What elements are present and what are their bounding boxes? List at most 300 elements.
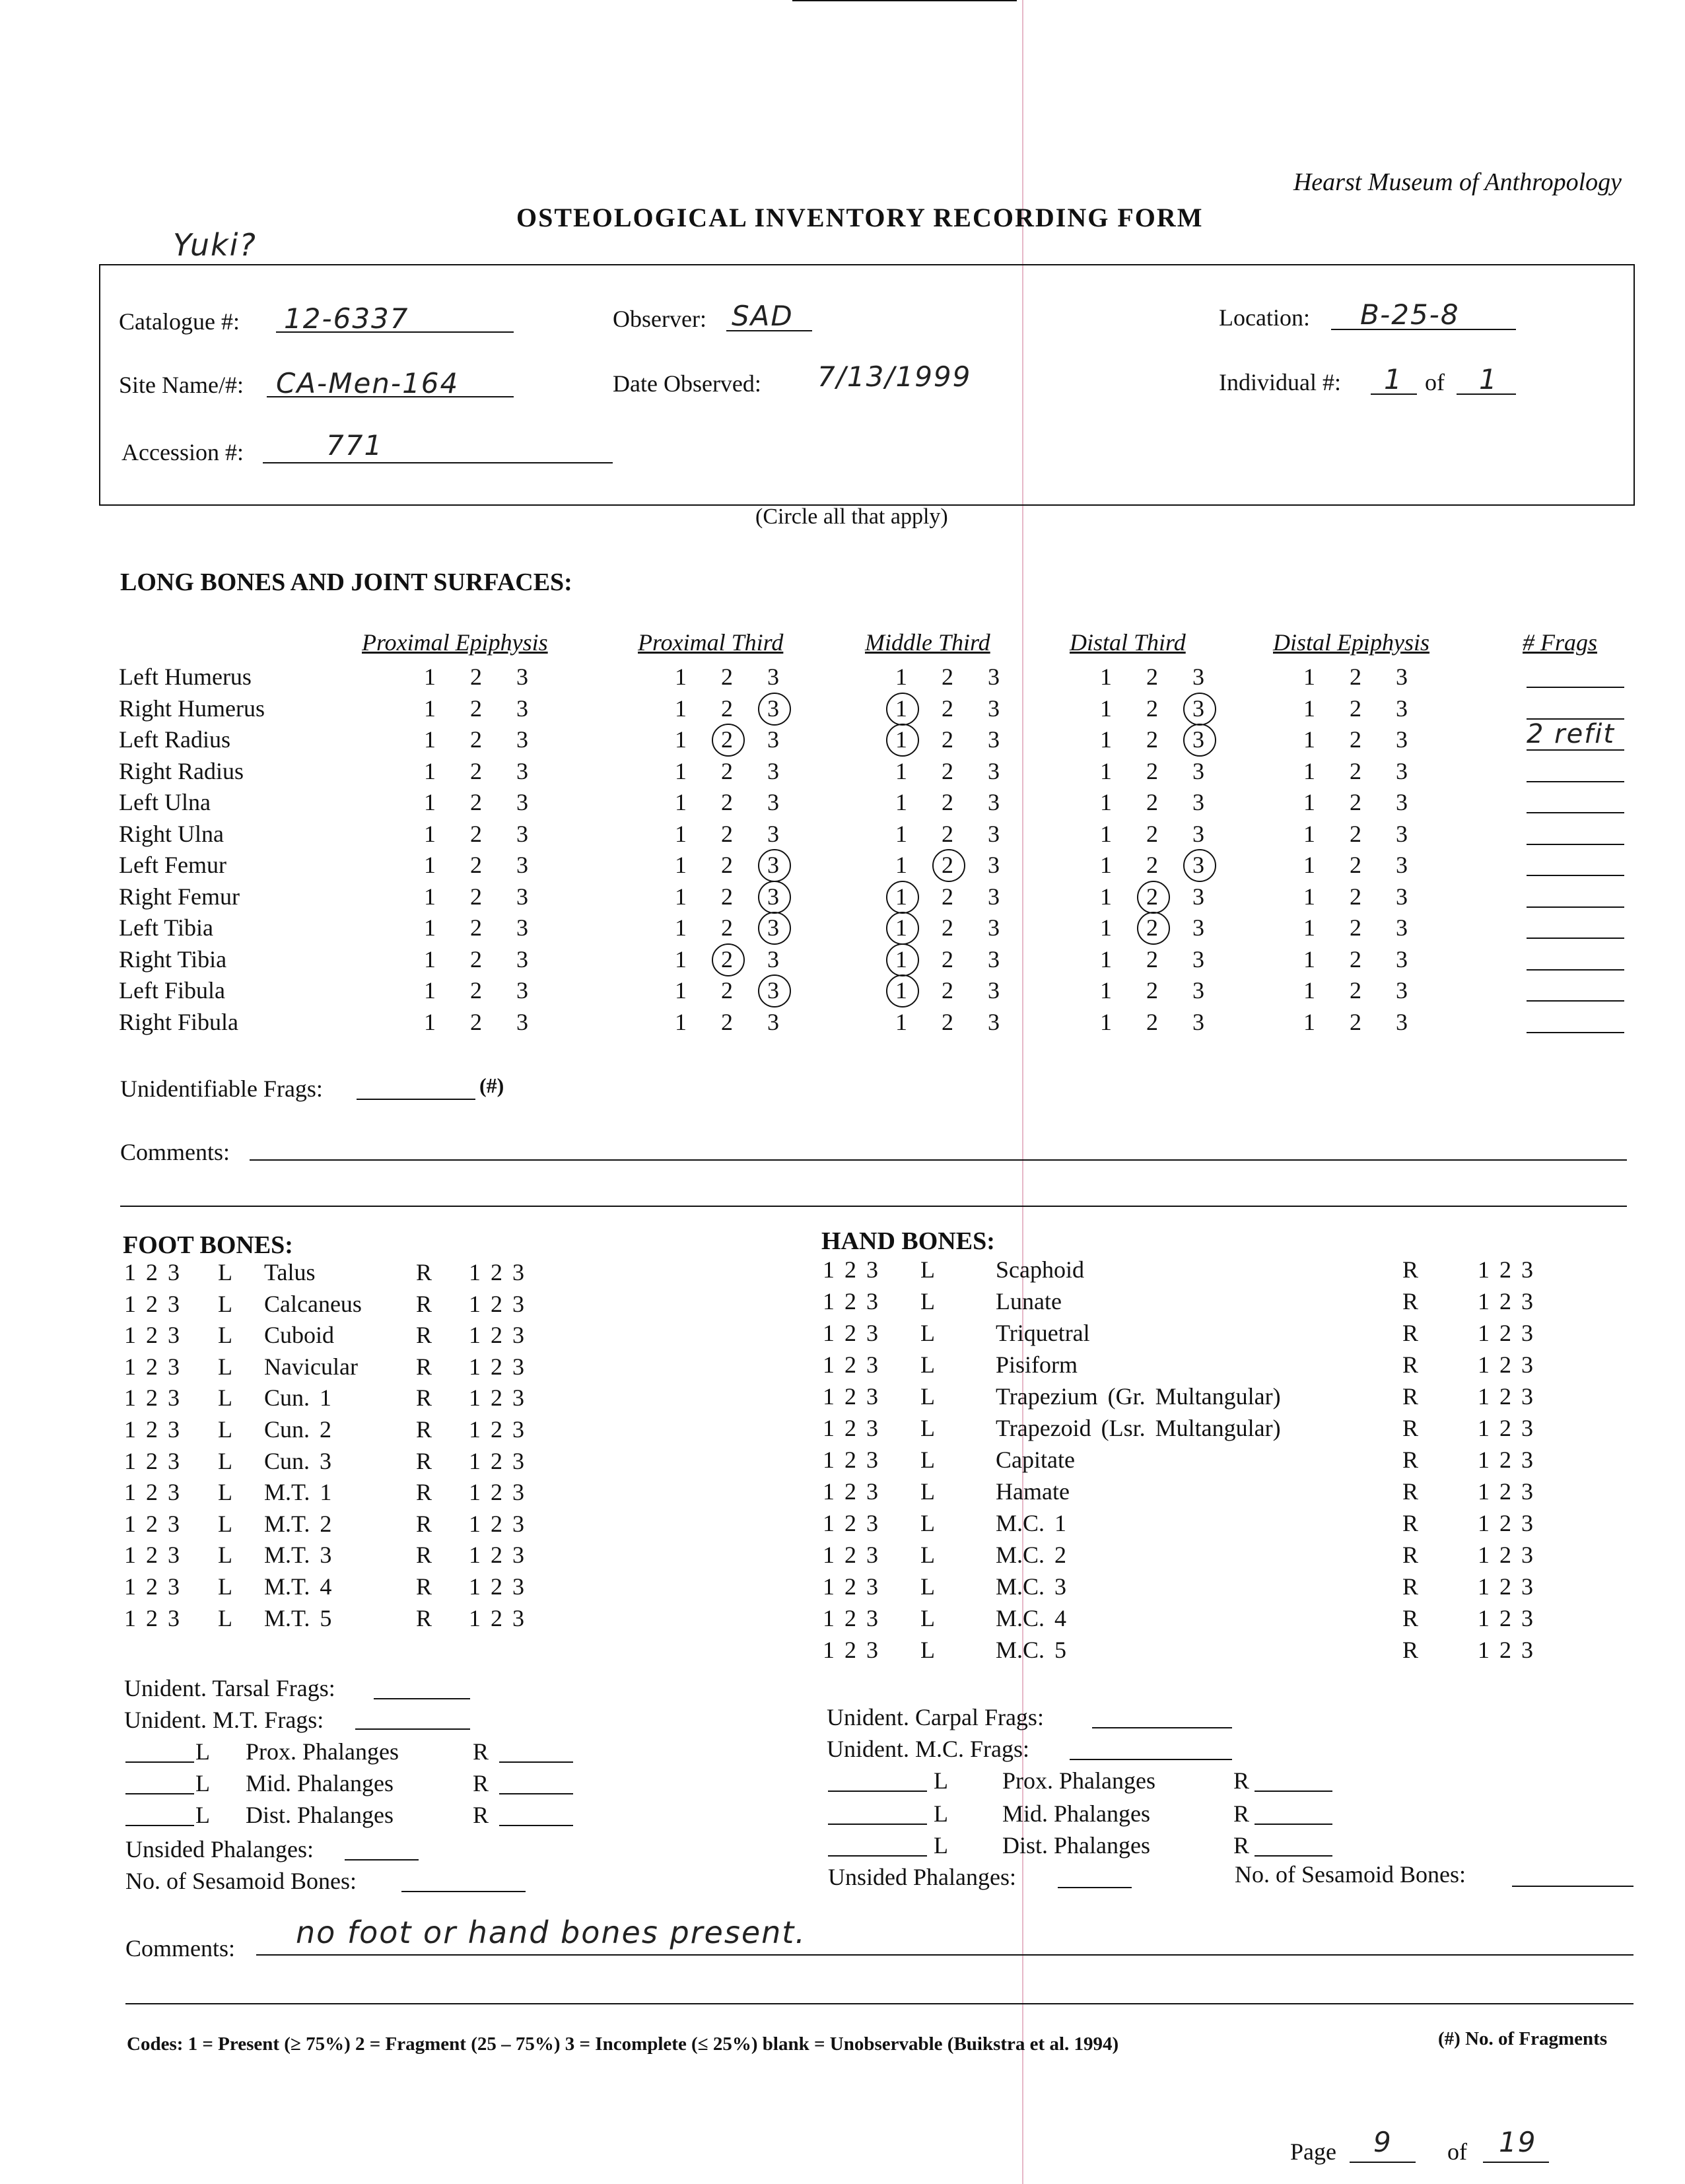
hand-unident-carpal-field[interactable]	[1092, 1727, 1232, 1728]
code-option[interactable]: 1	[424, 789, 436, 815]
accession-field[interactable]	[263, 462, 613, 463]
code-option[interactable]: 1	[675, 757, 687, 784]
code-option[interactable]: 1	[1303, 945, 1315, 973]
code-option[interactable]: 3	[988, 977, 1000, 1004]
code-option[interactable]: 3	[988, 664, 1000, 690]
code-option[interactable]: 1	[878, 914, 924, 941]
code-option[interactable]: 2	[470, 664, 482, 690]
code-option[interactable]: 1	[1303, 726, 1315, 753]
hand-right-codes[interactable]: 1 2 3	[1478, 1256, 1533, 1283]
hand-right-codes[interactable]: 1 2 3	[1478, 1320, 1533, 1346]
code-option[interactable]: 1	[895, 789, 907, 815]
hand-left-codes[interactable]: 1 2 3	[823, 1383, 878, 1410]
code-option[interactable]: 2	[1350, 726, 1361, 753]
code-option[interactable]: 2	[942, 977, 953, 1004]
foot-left-codes[interactable]: 1 2 3	[124, 1542, 180, 1569]
frags-field[interactable]	[1527, 969, 1624, 971]
code-group	[1083, 788, 1221, 816]
hand-sesamoid-field[interactable]	[1512, 1886, 1633, 1887]
code-option[interactable]: 2	[942, 820, 953, 847]
individual-of-label: of	[1425, 369, 1445, 395]
code-option[interactable]: 1	[1303, 1008, 1315, 1035]
code-option[interactable]: 2	[1146, 757, 1158, 784]
foot-right-codes[interactable]: 1 2 3	[469, 1542, 524, 1569]
code-option[interactable]: 3	[750, 914, 796, 941]
code-option[interactable]: 1	[1303, 914, 1315, 941]
code-option[interactable]: 2	[470, 852, 482, 878]
code-option[interactable]: 1	[675, 1008, 687, 1035]
code-option[interactable]: 1	[895, 852, 907, 878]
hand-dist-left-field[interactable]	[828, 1855, 927, 1857]
code-option[interactable]: 3	[1396, 695, 1408, 722]
code-option[interactable]: 1	[895, 664, 907, 690]
foot-left-label: L	[218, 1479, 232, 1506]
code-option[interactable]: 2	[942, 695, 953, 722]
code-option[interactable]: 2	[721, 883, 733, 910]
foot-left-codes[interactable]: 1 2 3	[124, 1290, 180, 1317]
code-option[interactable]: 1	[675, 789, 687, 815]
code-group	[1083, 1008, 1221, 1036]
code-option[interactable]: 2	[1350, 757, 1361, 784]
code-option[interactable]: 3	[1192, 664, 1204, 690]
code-option[interactable]: 1	[1100, 1008, 1112, 1035]
frags-field[interactable]	[1527, 1032, 1624, 1033]
page-value: 9	[1373, 2126, 1393, 2158]
code-option[interactable]: 1	[675, 726, 687, 753]
frags-field[interactable]	[1527, 781, 1624, 782]
foot-left-label: L	[218, 1447, 232, 1474]
code-option[interactable]: 3	[1192, 883, 1204, 910]
code-option[interactable]: 1	[1100, 977, 1112, 1004]
code-option[interactable]: 1	[895, 1008, 907, 1035]
code-option[interactable]: 2	[470, 977, 482, 1004]
code-option[interactable]: 2	[1146, 1008, 1158, 1035]
code-option[interactable]: 2	[1350, 914, 1361, 941]
bottom-comments-field[interactable]	[256, 1954, 1633, 1956]
foot-left-codes[interactable]: 1 2 3	[124, 1353, 180, 1380]
code-option[interactable]: 3	[1396, 820, 1408, 847]
code-option[interactable]: 1	[1303, 977, 1315, 1004]
hand-right-codes[interactable]: 1 2 3	[1478, 1288, 1533, 1314]
code-group	[407, 820, 545, 848]
code-option[interactable]: 3	[516, 820, 528, 847]
code-option[interactable]: 3	[1192, 757, 1204, 784]
foot-left-codes[interactable]: 1 2 3	[124, 1573, 180, 1600]
code-group	[407, 757, 545, 785]
foot-right-codes[interactable]: 1 2 3	[469, 1322, 524, 1349]
code-option[interactable]: 2	[1350, 789, 1361, 815]
code-option[interactable]: 3	[988, 757, 1000, 784]
code-option[interactable]: 1	[895, 820, 907, 847]
code-option[interactable]: 1	[424, 1008, 436, 1035]
hand-left-codes[interactable]: 1 2 3	[823, 1637, 878, 1663]
hand-right-codes[interactable]: 1 2 3	[1478, 1542, 1533, 1568]
code-option[interactable]: 2	[942, 726, 953, 753]
code-option[interactable]: 3	[750, 883, 796, 910]
foot-bone-name: Cun. 2	[264, 1416, 332, 1443]
hand-bone-name: Pisiform	[996, 1351, 1078, 1378]
code-option[interactable]: 1	[675, 852, 687, 878]
hand-right-codes[interactable]: 1 2 3	[1478, 1510, 1533, 1536]
code-option[interactable]: 2	[721, 852, 733, 878]
code-option[interactable]: 1	[1100, 820, 1112, 847]
code-option[interactable]: 1	[878, 945, 924, 973]
code-option[interactable]: 2	[942, 883, 953, 910]
code-option[interactable]: 3	[988, 1008, 1000, 1035]
code-option[interactable]: 2	[1146, 789, 1158, 815]
code-option[interactable]: 3	[988, 852, 1000, 878]
code-option[interactable]: 1	[1100, 789, 1112, 815]
foot-right-codes[interactable]: 1 2 3	[469, 1479, 524, 1506]
foot-left-codes[interactable]: 1 2 3	[124, 1604, 180, 1631]
code-option[interactable]: 3	[1396, 977, 1408, 1004]
frags-field[interactable]	[1527, 749, 1624, 751]
code-option[interactable]: 2	[924, 851, 971, 879]
foot-right-codes[interactable]: 1 2 3	[469, 1259, 524, 1285]
foot-dist-right-field[interactable]	[499, 1825, 573, 1826]
code-group	[878, 851, 1017, 879]
code-option[interactable]: 3	[516, 695, 528, 722]
code-option[interactable]: 2	[1350, 977, 1361, 1004]
code-option[interactable]: 3	[1175, 695, 1221, 722]
code-option[interactable]: 2	[1129, 883, 1175, 910]
frags-field[interactable]	[1527, 1000, 1624, 1002]
code-option[interactable]: 2	[470, 820, 482, 847]
code-option[interactable]: 2	[1350, 1008, 1361, 1035]
code-option[interactable]: 2	[1146, 726, 1158, 753]
foot-unident-tarsal-field[interactable]	[374, 1698, 470, 1699]
code-option[interactable]: 1	[1303, 695, 1315, 722]
page-of-field[interactable]	[1483, 2162, 1549, 2163]
long-comments-field[interactable]	[250, 1159, 1627, 1161]
code-option[interactable]: 3	[516, 914, 528, 941]
hand-right-codes[interactable]: 1 2 3	[1478, 1605, 1533, 1631]
code-option[interactable]: 2	[721, 1008, 733, 1035]
hand-left-codes[interactable]: 1 2 3	[823, 1447, 878, 1473]
frags-field[interactable]	[1527, 875, 1624, 876]
col-proximal-third: Proximal Third	[638, 629, 784, 656]
code-option[interactable]: 2	[942, 664, 953, 690]
hand-prox-left-field[interactable]	[828, 1791, 927, 1792]
foot-right-codes[interactable]: 1 2 3	[469, 1384, 524, 1412]
code-option[interactable]: 1	[1303, 852, 1315, 878]
code-option[interactable]: 3	[1396, 914, 1408, 941]
code-option[interactable]: 2	[1350, 852, 1361, 878]
code-option[interactable]: 1	[1100, 757, 1112, 784]
code-option[interactable]: 3	[1396, 945, 1408, 973]
code-option[interactable]: 2	[1146, 945, 1158, 973]
code-option[interactable]: 3	[1396, 726, 1408, 753]
code-option[interactable]: 2	[470, 914, 482, 941]
code-option[interactable]: 1	[424, 945, 436, 973]
code-option[interactable]: 2	[942, 1008, 953, 1035]
code-option[interactable]: 3	[1396, 664, 1408, 690]
foot-right-codes[interactable]: 1 2 3	[469, 1510, 524, 1537]
long-bone-name: Right Fibula	[119, 1008, 239, 1035]
code-option[interactable]: 2	[704, 945, 750, 973]
hand-unident-mc-field[interactable]	[1070, 1759, 1232, 1760]
code-option[interactable]: 1	[1100, 726, 1112, 753]
code-option[interactable]: 1	[1303, 664, 1315, 690]
unident-frags-field[interactable]	[357, 1099, 475, 1100]
hand-left-codes[interactable]: 1 2 3	[823, 1573, 878, 1600]
code-option[interactable]: 2	[704, 726, 750, 753]
foot-left-codes[interactable]: 1 2 3	[124, 1510, 180, 1537]
hand-left-codes[interactable]: 1 2 3	[823, 1415, 878, 1441]
code-option[interactable]: 1	[424, 883, 436, 910]
code-option[interactable]: 3	[767, 820, 779, 847]
code-option[interactable]: 2	[1350, 664, 1361, 690]
hand-right-codes[interactable]: 1 2 3	[1478, 1351, 1533, 1378]
hand-right-codes[interactable]: 1 2 3	[1478, 1415, 1533, 1441]
code-option[interactable]: 2	[470, 757, 482, 784]
code-option[interactable]: 1	[424, 695, 436, 722]
code-option[interactable]: 2	[721, 977, 733, 1004]
code-option[interactable]: 3	[516, 726, 528, 753]
code-option[interactable]: 3	[767, 757, 779, 784]
code-option[interactable]: 3	[516, 977, 528, 1004]
code-option[interactable]: 1	[1303, 883, 1315, 910]
code-option[interactable]: 3	[750, 976, 796, 1004]
hand-left-codes[interactable]: 1 2 3	[823, 1510, 878, 1536]
foot-mid-left-field[interactable]	[125, 1793, 194, 1794]
code-option[interactable]: 3	[1192, 1008, 1204, 1035]
foot-left-codes[interactable]: 1 2 3	[124, 1447, 180, 1474]
code-option[interactable]: 2	[470, 1008, 482, 1035]
hand-left-codes[interactable]: 1 2 3	[823, 1351, 878, 1378]
code-option[interactable]: 1	[878, 726, 924, 753]
code-option[interactable]: 2	[1350, 883, 1361, 910]
code-option[interactable]: 2	[1146, 664, 1158, 690]
frags-field[interactable]	[1527, 938, 1624, 939]
code-option[interactable]: 1	[1100, 945, 1112, 973]
code-option[interactable]: 1	[675, 664, 687, 690]
hand-left-codes[interactable]: 1 2 3	[823, 1320, 878, 1346]
code-option[interactable]: 3	[1192, 789, 1204, 815]
code-option[interactable]: 3	[988, 726, 1000, 753]
foot-unsided-field[interactable]	[345, 1859, 419, 1860]
code-option[interactable]: 1	[878, 695, 924, 722]
code-option[interactable]: 3	[988, 945, 1000, 973]
code-option[interactable]: 2	[1146, 977, 1158, 1004]
date-field[interactable]	[792, 0, 1017, 1]
code-option[interactable]: 2	[1350, 945, 1361, 973]
hand-right-codes[interactable]: 1 2 3	[1478, 1478, 1533, 1505]
hand-left-codes[interactable]: 1 2 3	[823, 1605, 878, 1631]
foot-right-codes[interactable]: 1 2 3	[469, 1353, 524, 1380]
code-option[interactable]: 3	[750, 851, 796, 879]
code-option[interactable]: 2	[470, 789, 482, 815]
code-option[interactable]: 1	[424, 820, 436, 847]
code-option[interactable]: 1	[1303, 820, 1315, 847]
foot-left-codes[interactable]: 1 2 3	[124, 1259, 180, 1285]
code-option[interactable]: 3	[1396, 852, 1408, 878]
code-group	[658, 1008, 796, 1036]
code-option[interactable]: 1	[675, 977, 687, 1004]
hand-prox-right-label: R	[1233, 1767, 1250, 1794]
individual-label: Individual #:	[1219, 369, 1341, 395]
hand-mid-left-label: L	[934, 1800, 948, 1827]
hand-left-codes[interactable]: 1 2 3	[823, 1288, 878, 1314]
code-option[interactable]: 3	[516, 945, 528, 973]
code-option[interactable]: 2	[1146, 852, 1158, 878]
code-option[interactable]: 3	[988, 883, 1000, 910]
code-option[interactable]: 2	[721, 664, 733, 690]
hand-unsided-field[interactable]	[1058, 1887, 1132, 1888]
hand-mid-right-field[interactable]	[1255, 1824, 1332, 1825]
code-group	[1083, 945, 1221, 973]
code-option[interactable]: 1	[1303, 789, 1315, 815]
code-option[interactable]: 1	[1100, 695, 1112, 722]
hand-right-label: R	[1402, 1383, 1419, 1410]
code-option[interactable]: 2	[721, 695, 733, 722]
code-option[interactable]: 1	[424, 664, 436, 690]
page-field[interactable]	[1350, 2162, 1416, 2163]
code-option[interactable]: 3	[1192, 914, 1204, 941]
code-option[interactable]: 1	[1100, 883, 1112, 910]
code-option[interactable]: 3	[750, 695, 796, 722]
code-option[interactable]: 2	[1146, 695, 1158, 722]
code-option[interactable]: 2	[942, 914, 953, 941]
hand-right-codes[interactable]: 1 2 3	[1478, 1383, 1533, 1410]
foot-prox-left-field[interactable]	[125, 1761, 194, 1763]
code-option[interactable]: 1	[1100, 914, 1112, 941]
hand-dist-right-field[interactable]	[1255, 1855, 1332, 1857]
code-option[interactable]: 3	[988, 820, 1000, 847]
code-option[interactable]: 3	[516, 789, 528, 815]
code-group	[1083, 695, 1221, 722]
long-bone-name: Left Fibula	[119, 977, 225, 1004]
code-option[interactable]: 3	[516, 664, 528, 690]
catalogue-label: Catalogue #:	[119, 308, 240, 335]
foot-right-codes[interactable]: 1 2 3	[469, 1447, 524, 1474]
code-option[interactable]: 1	[878, 976, 924, 1004]
foot-left-codes[interactable]: 1 2 3	[124, 1384, 180, 1412]
long-comments-field-2[interactable]	[120, 1206, 1627, 1207]
code-option[interactable]: 1	[878, 883, 924, 910]
foot-right-codes[interactable]: 1 2 3	[469, 1604, 524, 1631]
code-option[interactable]: 2	[942, 757, 953, 784]
code-option[interactable]: 1	[895, 757, 907, 784]
code-option[interactable]: 3	[1396, 883, 1408, 910]
code-option[interactable]: 1	[1303, 757, 1315, 784]
foot-sesamoid-field[interactable]	[401, 1891, 526, 1892]
hand-prox-right-field[interactable]	[1255, 1791, 1332, 1792]
code-option[interactable]: 1	[1100, 852, 1112, 878]
hand-right-codes[interactable]: 1 2 3	[1478, 1447, 1533, 1473]
foot-mid-right-field[interactable]	[499, 1793, 573, 1794]
code-group	[658, 663, 796, 691]
hand-mid-left-field[interactable]	[828, 1824, 927, 1825]
code-option[interactable]: 2	[721, 757, 733, 784]
code-option[interactable]: 3	[988, 695, 1000, 722]
hand-left-codes[interactable]: 1 2 3	[823, 1478, 878, 1505]
code-option[interactable]: 3	[516, 757, 528, 784]
code-option[interactable]: 2	[1350, 820, 1361, 847]
code-option[interactable]: 1	[1100, 664, 1112, 690]
frags-field[interactable]	[1527, 906, 1624, 908]
foot-dist-left-field[interactable]	[125, 1825, 194, 1826]
code-option[interactable]: 2	[470, 726, 482, 753]
code-option[interactable]: 1	[675, 914, 687, 941]
code-option[interactable]: 3	[1175, 726, 1221, 753]
code-option[interactable]: 3	[767, 789, 779, 815]
foot-right-label: R	[416, 1353, 432, 1380]
code-option[interactable]: 1	[424, 757, 436, 784]
foot-right-codes[interactable]: 1 2 3	[469, 1416, 524, 1443]
code-option[interactable]: 3	[988, 789, 1000, 815]
hand-right-codes[interactable]: 1 2 3	[1478, 1573, 1533, 1600]
code-option[interactable]: 1	[675, 695, 687, 722]
code-option[interactable]: 2	[1129, 914, 1175, 941]
hand-left-label: L	[920, 1415, 935, 1441]
code-option[interactable]: 3	[767, 1008, 779, 1035]
code-option[interactable]: 2	[721, 789, 733, 815]
code-option[interactable]: 3	[767, 664, 779, 690]
foot-unident-mt-field[interactable]	[355, 1728, 470, 1730]
foot-left-codes[interactable]: 1 2 3	[124, 1416, 180, 1443]
code-option[interactable]: 2	[1146, 820, 1158, 847]
hand-right-label: R	[1402, 1542, 1419, 1568]
code-option[interactable]: 1	[424, 726, 436, 753]
code-group	[407, 914, 545, 941]
code-option[interactable]: 3	[516, 852, 528, 878]
code-option[interactable]: 2	[1350, 695, 1361, 722]
bottom-comments-field-2[interactable]	[125, 2003, 1633, 2004]
code-option[interactable]: 1	[675, 883, 687, 910]
foot-left-codes[interactable]: 1 2 3	[124, 1322, 180, 1349]
code-option[interactable]: 2	[470, 945, 482, 973]
foot-prox-right-field[interactable]	[499, 1761, 573, 1763]
code-option[interactable]: 1	[424, 914, 436, 941]
code-option[interactable]: 3	[767, 945, 779, 973]
code-option[interactable]: 3	[1396, 757, 1408, 784]
code-option[interactable]: 1	[424, 977, 436, 1004]
code-option[interactable]: 3	[767, 726, 779, 753]
code-option[interactable]: 3	[516, 1008, 528, 1035]
code-option[interactable]: 3	[1396, 1008, 1408, 1035]
code-option[interactable]: 3	[1192, 820, 1204, 847]
hand-unident-carpal-label: Unident. Carpal Frags:	[827, 1704, 1044, 1730]
code-option[interactable]: 2	[470, 695, 482, 722]
code-option[interactable]: 2	[942, 945, 953, 973]
code-option[interactable]: 1	[675, 945, 687, 973]
frags-field[interactable]	[1527, 844, 1624, 845]
code-group	[658, 883, 796, 910]
frags-field[interactable]	[1527, 812, 1624, 813]
code-option[interactable]: 3	[516, 883, 528, 910]
code-option[interactable]: 2	[721, 820, 733, 847]
code-option[interactable]: 3	[1396, 789, 1408, 815]
frags-field[interactable]	[1527, 687, 1624, 688]
foot-left-codes[interactable]: 1 2 3	[124, 1479, 180, 1506]
code-option[interactable]: 1	[424, 852, 436, 878]
foot-right-codes[interactable]: 1 2 3	[469, 1573, 524, 1600]
code-option[interactable]: 2	[721, 914, 733, 941]
foot-right-codes[interactable]: 1 2 3	[469, 1290, 524, 1317]
code-option[interactable]: 3	[1192, 977, 1204, 1004]
hand-left-codes[interactable]: 1 2 3	[823, 1256, 878, 1283]
code-option[interactable]: 3	[1192, 945, 1204, 973]
hand-bone-name: Trapezium (Gr. Multangular)	[996, 1383, 1281, 1410]
hand-left-codes[interactable]: 1 2 3	[823, 1542, 878, 1568]
code-option[interactable]: 1	[675, 820, 687, 847]
hand-right-codes[interactable]: 1 2 3	[1478, 1637, 1533, 1663]
code-option[interactable]: 3	[1175, 851, 1221, 879]
code-option[interactable]: 3	[988, 914, 1000, 941]
code-option[interactable]: 2	[470, 883, 482, 910]
code-option[interactable]: 2	[942, 789, 953, 815]
